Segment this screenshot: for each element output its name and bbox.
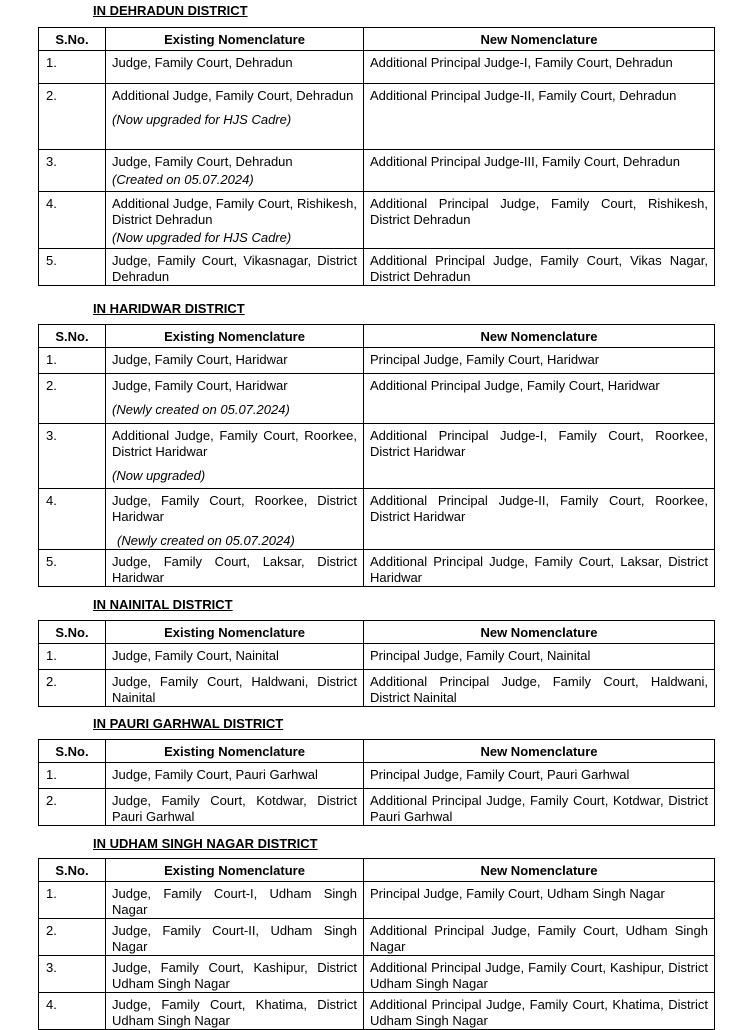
existing-text: Judge, Family Court, Roorkee, District Haridwar: [112, 493, 357, 524]
table-row: [39, 374, 715, 424]
table-row: [39, 789, 715, 826]
existing-text: Additional Judge, Family Court, Roorkee, District Haridwar: [112, 428, 357, 459]
existing-header: Existing Nomenclature: [106, 28, 364, 51]
sno-cell: 4.: [39, 489, 106, 550]
new-header: New Nomenclature: [364, 859, 715, 882]
existing-note: (Now upgraded for HJS Cadre): [112, 112, 292, 127]
new-cell: Principal Judge, Family Court, Udham Singh Nagar: [364, 882, 715, 919]
existing-text: Judge, Family Court, Haridwar: [112, 378, 288, 393]
sno-cell: 1.: [39, 51, 106, 84]
new-cell: Principal Judge, Family Court, Nainital: [364, 644, 715, 670]
existing-header: Existing Nomenclature: [106, 740, 364, 763]
existing-cell: Judge, Family Court, Dehradun: [106, 51, 364, 84]
sno-cell: 2.: [39, 919, 106, 956]
header-row: [39, 621, 715, 644]
header-row: [39, 859, 715, 882]
existing-cell: Judge, Family Court, Laksar, District Haridwar: [106, 550, 364, 587]
table-row: [39, 670, 715, 707]
new-cell: Principal Judge, Family Court, Haridwar: [364, 348, 715, 374]
sno-cell: 2.: [39, 670, 106, 707]
sno-cell: 4.: [39, 192, 106, 249]
sno-header: S.No.: [39, 740, 106, 763]
sno-cell: 4.: [39, 993, 106, 1030]
table-udham-singh-nagar: [38, 858, 715, 1030]
new-cell: Additional Principal Judge, Family Court, Khatima, District Udham Singh Nagar: [364, 993, 715, 1030]
existing-cell: Judge, Family Court, Vikasnagar, District Dehradun: [106, 249, 364, 286]
existing-note: (Now upgraded): [112, 468, 206, 483]
sno-header: S.No.: [39, 325, 106, 348]
existing-cell: [106, 374, 364, 424]
new-cell: Additional Principal Judge-I, Family Court, Roorkee, District Haridwar: [364, 424, 715, 489]
new-header: New Nomenclature: [364, 28, 715, 51]
existing-text: Judge, Family Court, Dehradun: [112, 154, 293, 169]
existing-cell: Judge, Family Court-II, Udham Singh Nagar: [106, 919, 364, 956]
existing-cell: Judge, Family Court, Haldwani, District Nainital: [106, 670, 364, 707]
existing-header: Existing Nomenclature: [106, 621, 364, 644]
new-cell: Additional Principal Judge-I, Family Court, Dehradun: [364, 51, 715, 84]
new-cell: Additional Principal Judge, Family Court, Haridwar: [364, 374, 715, 424]
existing-cell: [106, 150, 364, 192]
table-row: [39, 644, 715, 670]
table-nainital: [38, 620, 715, 707]
existing-cell: [106, 489, 364, 550]
heading-pauri-garhwal: IN PAURI GARHWAL DISTRICT: [93, 716, 284, 731]
heading-dehradun: IN DEHRADUN DISTRICT: [93, 3, 248, 18]
sno-cell: 1.: [39, 882, 106, 919]
new-cell: Additional Principal Judge, Family Court, Kotdwar, District Pauri Garhwal: [364, 789, 715, 826]
new-header: New Nomenclature: [364, 325, 715, 348]
sno-header: S.No.: [39, 859, 106, 882]
existing-header: Existing Nomenclature: [106, 859, 364, 882]
existing-header: Existing Nomenclature: [106, 325, 364, 348]
new-cell: Additional Principal Judge-II, Family Court, Dehradun: [364, 84, 715, 150]
new-cell: Additional Principal Judge, Family Court, Haldwani, District Nainital: [364, 670, 715, 707]
header-row: [39, 28, 715, 51]
sno-cell: 2.: [39, 374, 106, 424]
sno-cell: 2.: [39, 84, 106, 150]
existing-cell: Judge, Family Court, Kashipur, District Udham Singh Nagar: [106, 956, 364, 993]
table-row: [39, 489, 715, 550]
table-pauri-garhwal: [38, 739, 715, 826]
sno-cell: 1.: [39, 644, 106, 670]
sno-header: S.No.: [39, 621, 106, 644]
sno-cell: 2.: [39, 789, 106, 826]
table-dehradun: [38, 27, 715, 286]
existing-note: (Now upgraded for HJS Cadre): [112, 230, 292, 245]
existing-text: Additional Judge, Family Court, Dehradun: [112, 88, 354, 103]
new-header: New Nomenclature: [364, 621, 715, 644]
sno-cell: 3.: [39, 956, 106, 993]
new-cell: Additional Principal Judge-III, Family Court, Dehradun: [364, 150, 715, 192]
new-cell: Principal Judge, Family Court, Pauri Garhwal: [364, 763, 715, 789]
new-cell: Additional Principal Judge, Family Court, Rishikesh, District Dehradun: [364, 192, 715, 249]
existing-cell: [106, 192, 364, 249]
sno-cell: 5.: [39, 249, 106, 286]
heading-udham-singh-nagar: IN UDHAM SINGH NAGAR DISTRICT: [93, 836, 318, 851]
existing-cell: Judge, Family Court, Pauri Garhwal: [106, 763, 364, 789]
existing-note: (Newly created on 05.07.2024): [112, 402, 290, 417]
new-cell: Additional Principal Judge, Family Court, Kashipur, District Udham Singh Nagar: [364, 956, 715, 993]
new-cell: Additional Principal Judge, Family Court, Vikas Nagar, District Dehradun: [364, 249, 715, 286]
heading-haridwar: IN HARIDWAR DISTRICT: [93, 301, 245, 316]
existing-cell: Judge, Family Court, Kotdwar, District Pauri Garhwal: [106, 789, 364, 826]
new-cell: Additional Principal Judge, Family Court, Laksar, District Haridwar: [364, 550, 715, 587]
table-row: [39, 763, 715, 789]
new-cell: Additional Principal Judge-II, Family Court, Roorkee, District Haridwar: [364, 489, 715, 550]
table-haridwar: [38, 324, 715, 587]
table-row: [39, 51, 715, 84]
sno-cell: 1.: [39, 348, 106, 374]
header-row: [39, 740, 715, 763]
existing-cell: Judge, Family Court-I, Udham Singh Nagar: [106, 882, 364, 919]
existing-cell: [106, 84, 364, 150]
table-row: [39, 550, 715, 587]
table-row: [39, 150, 715, 192]
existing-cell: Judge, Family Court, Khatima, District Udham Singh Nagar: [106, 993, 364, 1030]
header-row: [39, 325, 715, 348]
existing-note: (Newly created on 05.07.2024): [117, 533, 295, 548]
table-row: [39, 192, 715, 249]
table-row: [39, 348, 715, 374]
sno-cell: 3.: [39, 150, 106, 192]
table-row: [39, 956, 715, 993]
existing-cell: [106, 424, 364, 489]
table-row: [39, 882, 715, 919]
table-row: [39, 249, 715, 286]
sno-header: S.No.: [39, 28, 106, 51]
existing-note: (Created on 05.07.2024): [112, 172, 254, 187]
heading-nainital: IN NAINITAL DISTRICT: [93, 597, 233, 612]
table-row: [39, 84, 715, 150]
table-row: [39, 919, 715, 956]
new-header: New Nomenclature: [364, 740, 715, 763]
sno-cell: 5.: [39, 550, 106, 587]
sno-cell: 3.: [39, 424, 106, 489]
existing-cell: Judge, Family Court, Haridwar: [106, 348, 364, 374]
sno-cell: 1.: [39, 763, 106, 789]
new-cell: Additional Principal Judge, Family Court, Udham Singh Nagar: [364, 919, 715, 956]
table-row: [39, 424, 715, 489]
existing-text: Additional Judge, Family Court, Rishikesh, District Dehradun: [112, 196, 357, 227]
existing-cell: Judge, Family Court, Nainital: [106, 644, 364, 670]
